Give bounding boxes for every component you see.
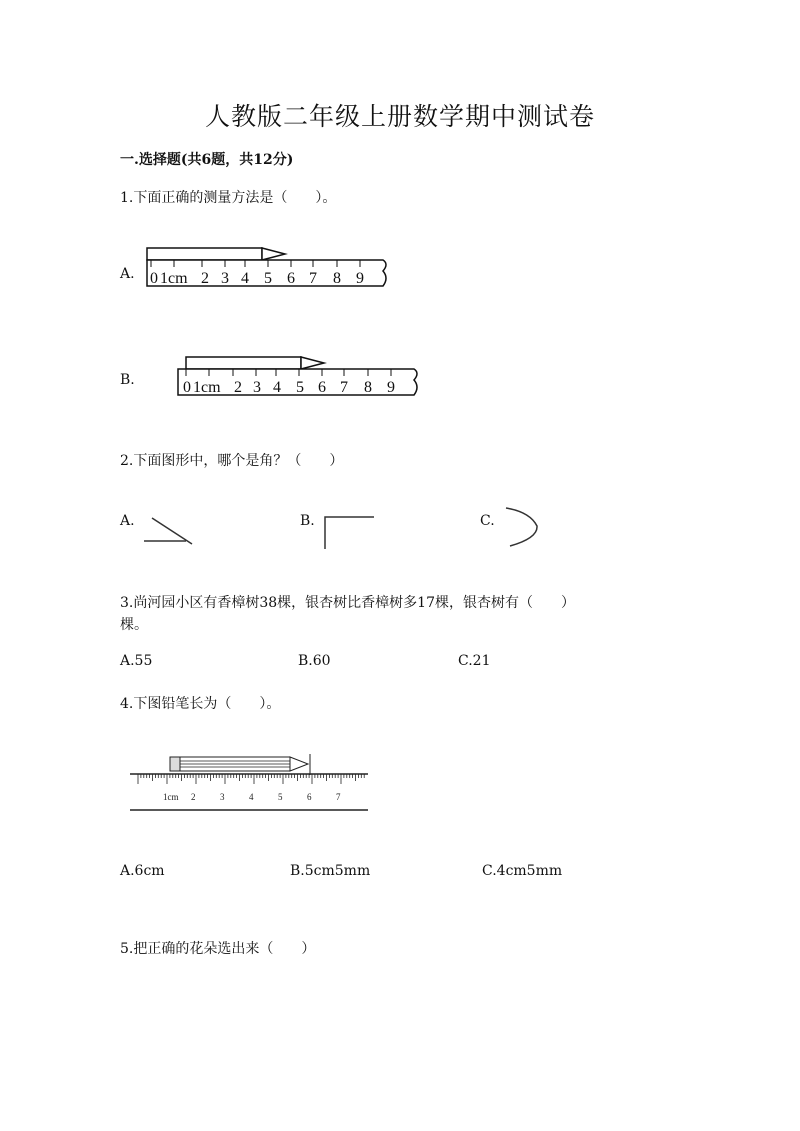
q3-option-a: A.55 xyxy=(120,653,153,669)
pencil-tip xyxy=(290,757,308,771)
q3-option-b: B.60 xyxy=(298,653,331,669)
ruler-number: 2 xyxy=(234,379,242,396)
ruler-number: 4 xyxy=(273,379,281,396)
ruler-number: 9 xyxy=(387,379,395,396)
ruler-number: 5 xyxy=(264,270,272,287)
ruler-number: 5 xyxy=(296,379,304,396)
question-5-stem: 5.把正确的花朵选出来（ ） xyxy=(120,941,316,957)
q4-pencil-ruler-figure xyxy=(128,750,370,815)
q2-figure-b-angle xyxy=(318,512,380,552)
question-4-stem: 4.下图铅笔长为（ ）。 xyxy=(120,696,281,712)
pencil-tip xyxy=(301,357,324,369)
q4-option-a: A.6cm xyxy=(120,863,165,879)
pencil-body xyxy=(147,248,262,260)
question-3-stem-line1: 3.尚河园小区有香樟树38棵，银杏树比香樟树多17棵，银杏树有（ ） xyxy=(120,595,575,611)
question-1-stem: 1.下面正确的测量方法是（ ）。 xyxy=(120,190,337,206)
q4-option-b: B.5cm5mm xyxy=(290,863,371,879)
ruler-number: 2 xyxy=(201,270,209,287)
pencil-tip xyxy=(262,248,285,260)
ruler-number: 1cm xyxy=(193,379,221,396)
ruler-number: 6 xyxy=(307,792,312,802)
ruler-number: 6 xyxy=(287,270,295,287)
q2-figure-c-curve xyxy=(500,502,550,552)
ruler-number: 1cm xyxy=(163,792,179,802)
ruler-number: 4 xyxy=(241,270,249,287)
question-3-stem-line2: 棵。 xyxy=(120,617,148,633)
q3-option-c: C.21 xyxy=(458,653,491,669)
page-title: 人教版二年级上册数学期中测试卷 xyxy=(204,102,595,131)
q1-option-a-label: A. xyxy=(120,266,135,282)
ruler-number: 0 xyxy=(150,270,158,287)
q2-option-b-label: B. xyxy=(300,513,315,529)
q2-figure-a xyxy=(140,510,200,550)
q1-option-b-ruler-figure xyxy=(176,353,421,403)
q2-option-a-label: A. xyxy=(120,513,135,529)
ruler-number: 3 xyxy=(220,792,225,802)
question-3-stem xyxy=(120,592,680,636)
ruler-number: 8 xyxy=(333,270,341,287)
pencil-body xyxy=(186,357,301,369)
ruler-number: 7 xyxy=(309,270,317,287)
q2-option-c-label: C. xyxy=(480,513,495,529)
pencil-eraser xyxy=(170,757,180,771)
q4-option-c: C.4cm5mm xyxy=(482,863,563,879)
ruler-number: 4 xyxy=(249,792,254,802)
ruler-number: 1cm xyxy=(160,270,188,287)
ruler-number: 5 xyxy=(278,792,283,802)
ruler-number: 6 xyxy=(318,379,326,396)
ruler-number: 2 xyxy=(191,792,196,802)
question-2-stem: 2.下面图形中，哪个是角？（ ） xyxy=(120,453,344,469)
ruler-number: 7 xyxy=(340,379,348,396)
ruler-number: 3 xyxy=(253,379,261,396)
section-heading: 一.选择题(共6题，共12分) xyxy=(120,152,294,168)
q1-option-b-label: B. xyxy=(120,372,135,388)
ruler-number: 8 xyxy=(364,379,372,396)
ruler-number: 3 xyxy=(221,270,229,287)
ruler-number: 7 xyxy=(336,792,341,802)
ruler-number: 9 xyxy=(356,270,364,287)
q1-option-a-ruler-figure xyxy=(145,244,390,294)
ruler-number: 0 xyxy=(183,379,191,396)
